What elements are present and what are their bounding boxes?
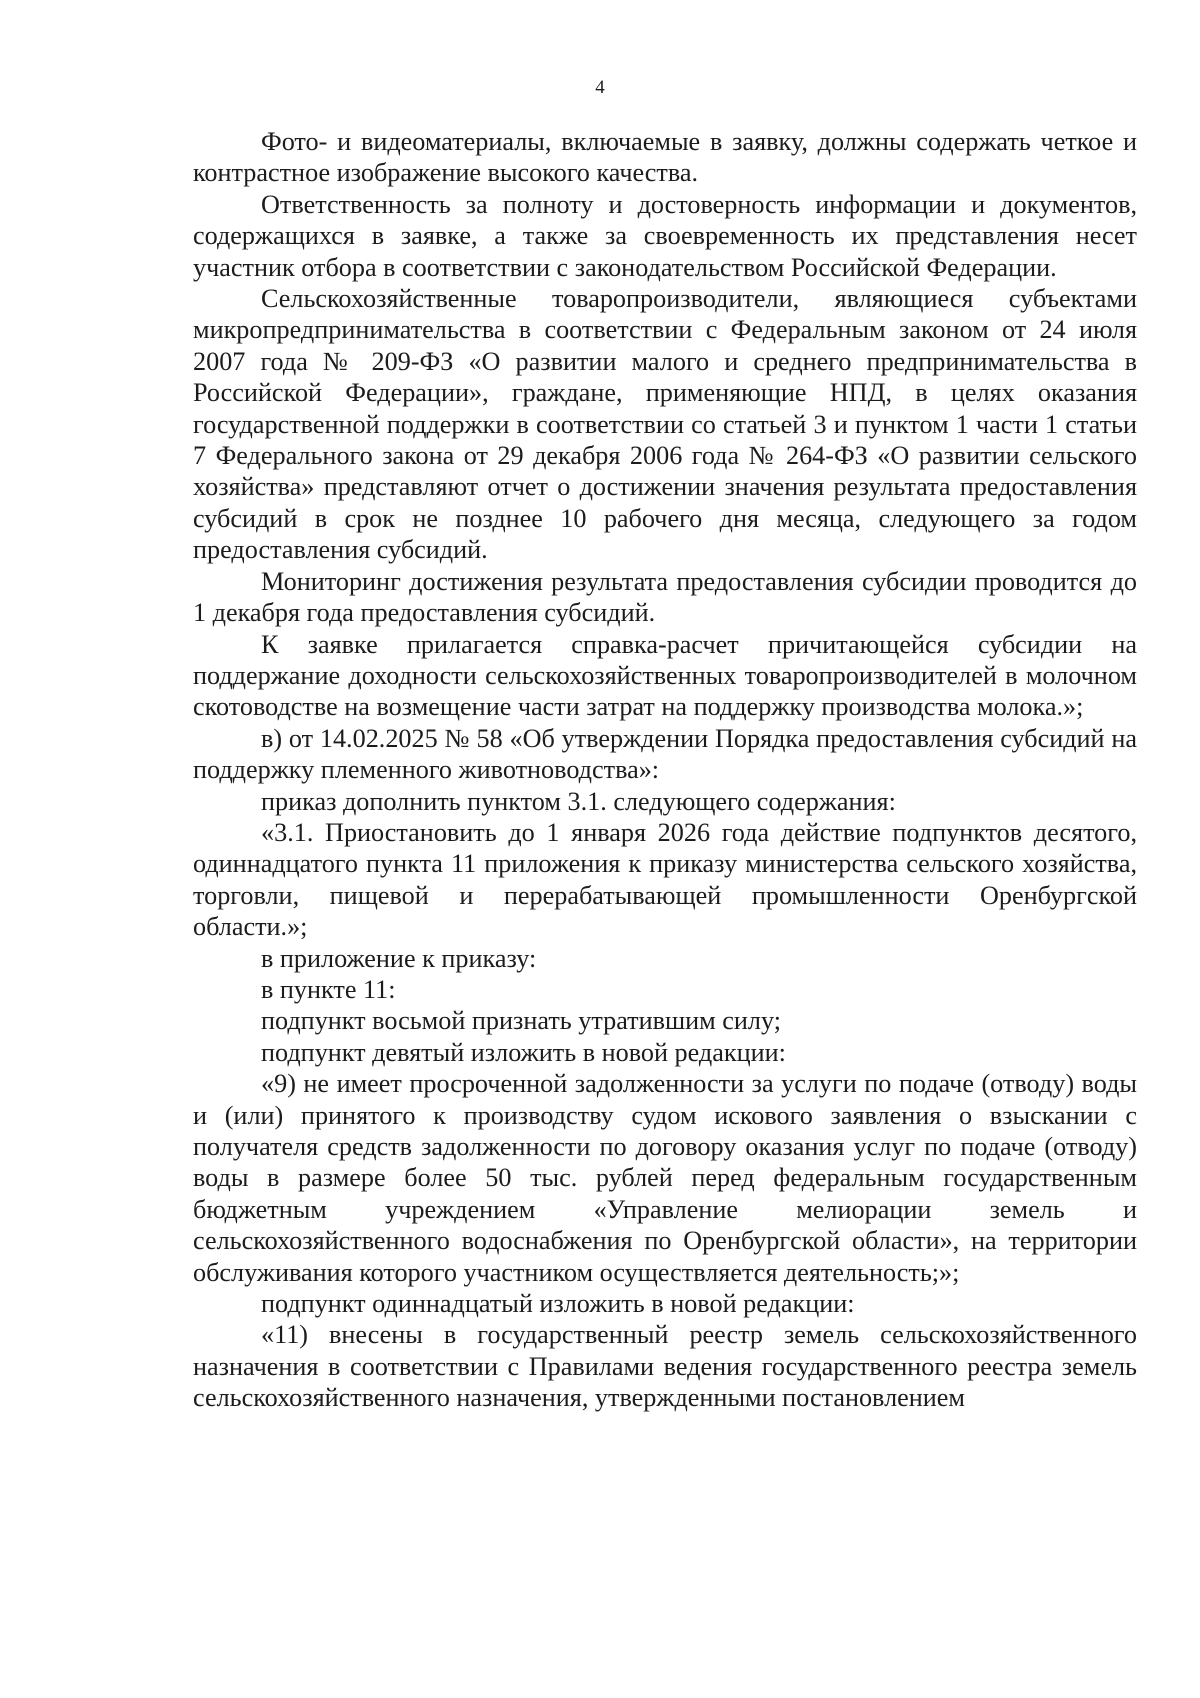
paragraph-producers-report: Сельскохозяйственные товаропроизводители, являющиеся субъектами микропредпринимательства в соответствии с Федеральным законом от 24 июля 2007 года № 209-ФЗ «О развитии малого и среднего предпринимательства в Российской Федерации», граждане, применяющие НПД, в целях оказания государственной поддержки в соответствии со статьей 3 и пунктом 1 части 1 статьи 7 Федерального закона от 29 декабря 2006 года № 264-ФЗ «О развитии сельского хозяйства» представляют отчет о достижении значения результата предоставления субсидий в срок не позднее 10 рабочего дня месяца, следующего за годом предоставления субсидий. — [193, 284, 1137, 565]
paragraph-add-point: приказ дополнить пунктом 3.1. следующего содержания: — [261, 786, 896, 816]
paragraph-order-58: в) от 14.02.2025 № 58 «Об утверждении Порядка предоставления субсидий на поддержку племенного животноводства»: — [193, 723, 1137, 785]
paragraph-responsibility: Ответственность за полноту и достоверность информации и документов, содержащихся в заявке, а также за своевременность их представления несет участник отбора в соответствии с законодательством Российской Федерации. — [193, 189, 1137, 282]
paragraph-subpoint-9-intro: подпункт девятый изложить в новой редакции: — [261, 1037, 786, 1067]
paragraph-subpoint-11-intro: подпункт одиннадцатый изложить в новой редакции: — [261, 1289, 855, 1319]
paragraph-attachment: К заявке прилагается справка-расчет причитающейся субсидии на поддержание доходности сельскохозяйственных товаропроизводителей в молочном скотоводстве на возмещение части затрат на поддержку производства молока.»; — [193, 629, 1137, 722]
paragraph-subpoint-11-text: «11) внесены в государственный реестр земель сельскохозяйственного назначения в соответствии с Правилами ведения государственного реестра земель сельскохозяйственного назначения, утвержденными постановлением — [193, 1320, 1137, 1413]
paragraph-appendix: в приложение к приказу: — [261, 943, 537, 973]
paragraph-subpoint-8: подпункт восьмой признать утратившим силу; — [261, 1006, 782, 1036]
paragraph-photo-video: Фото- и видеоматериалы, включаемые в заявку, должны содержать четкое и контрастное изображение высокого качества. — [193, 127, 1137, 188]
paragraph-point-11: в пункте 11: — [261, 974, 396, 1004]
paragraph-point-3-1: «3.1. Приостановить до 1 января 2026 года действие подпунктов десятого, одиннадцатого пункта 11 приложения к приказу министерства сельского хозяйства, торговли, пищевой и перерабатывающей промышленности Оренбургской области.»; — [193, 817, 1137, 942]
paragraph-subpoint-9-text: «9) не имеет просроченной задолженности за услуги по подаче (отводу) воды и (или) принятого к производству судом искового заявления о взыскании с получателя средств задолженности по договору оказания услуг по подаче (отводу) воды в размере более 50 тыс. рублей перед федеральным государственным бюджетным учреждением «Управление мелиорации земель и сельскохозяйственного водоснабжения по Оренбургской области», на территории обслуживания которого участником осуществляется деятельность;»; — [193, 1069, 1137, 1287]
paragraph-monitoring: Мониторинг достижения результата предоставления субсидии проводится до 1 декабря года предоставления субсидий. — [193, 566, 1137, 628]
page-number: 4 — [595, 77, 605, 98]
document-body — [193, 126, 1137, 1414]
